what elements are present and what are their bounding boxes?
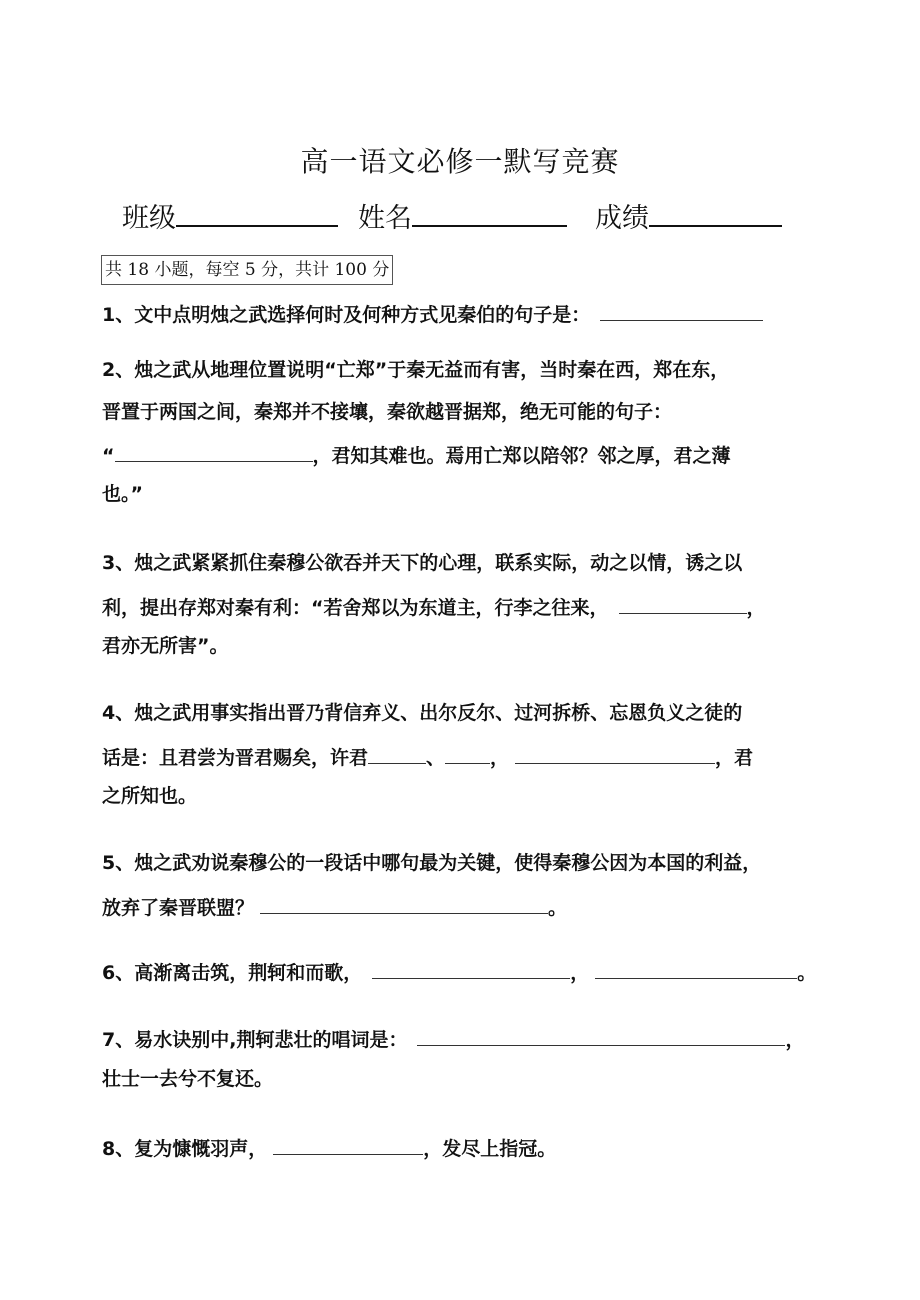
question-text: ，君 bbox=[715, 747, 754, 769]
score-label: 成绩 bbox=[595, 203, 649, 234]
class-label: 班级 bbox=[122, 203, 176, 234]
question-text: ，君知其难也。焉用亡郑以陪邻？邻之厚，君之薄 bbox=[312, 445, 731, 467]
answer-blank[interactable] bbox=[600, 302, 763, 321]
question-8 bbox=[102, 1136, 556, 1160]
answer-blank[interactable] bbox=[619, 595, 747, 614]
question-7-line-2: 壮士一去兮不复还。 bbox=[102, 1068, 274, 1090]
answer-blank[interactable] bbox=[115, 443, 313, 462]
name-label: 姓名 bbox=[358, 203, 412, 234]
answer-blank[interactable] bbox=[417, 1027, 785, 1046]
question-text: ，发尽上指冠。 bbox=[423, 1138, 557, 1160]
page-title: 高一语文必修一默写竞赛 bbox=[300, 145, 620, 178]
answer-blank[interactable] bbox=[273, 1136, 423, 1155]
question-1 bbox=[102, 302, 763, 326]
question-2-line-3 bbox=[102, 443, 731, 467]
open-quote: “ bbox=[102, 445, 115, 467]
question-2-line-1: 2、烛之武从地理位置说明“亡郑”于秦无益而有害，当时秦在西，郑在东， bbox=[102, 359, 730, 381]
question-text: 6、高渐离击筑，荆轲和而歌， bbox=[102, 962, 363, 984]
question-3-line-3: 君亦无所害”。 bbox=[102, 635, 229, 657]
question-4-line-2 bbox=[102, 745, 753, 769]
class-blank[interactable] bbox=[176, 195, 338, 227]
question-text: 利，提出存郑对秦有利：“若舍郑以为东道主，行李之往来， bbox=[102, 597, 609, 619]
question-text: 7、易水诀别中,荆轲悲壮的唱词是： bbox=[102, 1029, 408, 1051]
scoring-note: 共 18 小题，每空 5 分，共计 100 分 bbox=[101, 255, 393, 285]
question-6 bbox=[102, 960, 816, 984]
question-3-line-2 bbox=[102, 595, 766, 619]
question-text: ， bbox=[746, 597, 766, 619]
question-3-line-1: 3、烛之武紧紧抓住秦穆公欲吞并天下的心理，联系实际，动之以情，诱之以 bbox=[102, 552, 743, 574]
question-text: ， bbox=[570, 962, 590, 984]
question-5-line-1: 5、烛之武劝说秦穆公的一段话中哪句最为关键，使得秦穆公因为本国的利益， bbox=[102, 852, 762, 874]
question-7-line-1 bbox=[102, 1027, 804, 1051]
question-text: 放弃了秦晋联盟？ bbox=[102, 897, 255, 919]
question-text: ， bbox=[490, 747, 510, 769]
question-4-line-3: 之所知也。 bbox=[102, 785, 198, 807]
question-4-line-1: 4、烛之武用事实指出晋乃背信弃义、出尔反尔、过河拆桥、忘恩负义之徒的 bbox=[102, 702, 743, 724]
answer-blank[interactable] bbox=[515, 745, 715, 764]
answer-blank[interactable] bbox=[595, 960, 797, 979]
answer-blank[interactable] bbox=[372, 960, 570, 979]
question-text: 8、复为慷慨羽声， bbox=[102, 1138, 268, 1160]
answer-blank[interactable] bbox=[368, 745, 426, 764]
question-text: 、 bbox=[426, 747, 446, 769]
question-text: ， bbox=[785, 1029, 805, 1051]
answer-blank[interactable] bbox=[445, 745, 490, 764]
student-info-row bbox=[122, 195, 782, 235]
answer-blank[interactable] bbox=[260, 895, 548, 914]
question-5-line-2 bbox=[102, 895, 567, 919]
question-text: 话是：且君尝为晋君赐矣，许君 bbox=[102, 747, 369, 769]
question-text: 。 bbox=[797, 962, 817, 984]
question-2-line-4: 也。” bbox=[102, 483, 143, 505]
score-blank[interactable] bbox=[649, 195, 782, 227]
question-2-line-2: 晋置于两国之间，秦郑并不接壤，秦欲越晋据郑，绝无可能的句子： bbox=[102, 401, 673, 423]
question-text: 1、文中点明烛之武选择何时及何种方式见秦伯的句子是： bbox=[102, 304, 591, 326]
name-blank[interactable] bbox=[412, 195, 567, 227]
question-text: 。 bbox=[548, 897, 568, 919]
